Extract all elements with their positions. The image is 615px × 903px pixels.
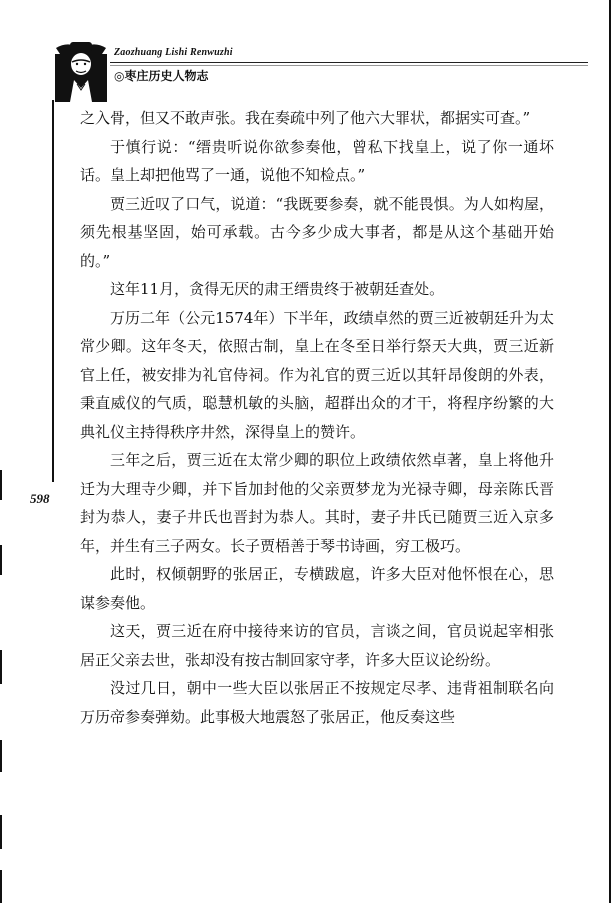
page-edge-border <box>609 0 611 903</box>
margin-mark <box>0 470 2 500</box>
paragraph: 这天，贾三近在府中接待来访的官员，言谈之间，官员说起宰相张居正父亲去世，张却没有按古制回家守孝，许多大臣议论纷纷。 <box>80 622 554 669</box>
margin-mark <box>0 650 2 684</box>
margin-mark <box>0 545 2 575</box>
official-portrait-logo <box>52 40 110 102</box>
paragraph: 万历二年（公元1574年）下半年，政绩卓然的贾三近被朝廷升为太常少卿。这年冬天，依照古制，皇上在冬至日举行祭天大典，贾三近新官上任，被安排为礼官侍祠。作为礼官的贾三近以其轩昂俊朗的外表，秉直威仪的气质，聪慧机敏的头脑，超群出众的才干，将程序纷繁的大典礼仪主持得秩序井然，深得皇上的赞许。 <box>80 308 554 441</box>
paragraph: 之入骨，但又不敢声张。我在奏疏中列了他六大罪状，都据实可查。” <box>80 109 531 127</box>
margin-mark <box>0 815 2 849</box>
header-rule-thin <box>110 65 588 66</box>
paragraph: 没过几日，朝中一些大臣以张居正不按规定尽孝、违背祖制联名向万历帝参奏弹劾。此事极大地震怒了张居正，他反奏这些 <box>80 679 554 726</box>
header-latin-title: Zaozhuang Lishi Renwuzhi <box>114 47 233 58</box>
header-chinese-title: ◎枣庄历史人物志 <box>114 69 209 83</box>
paragraph: 贾三近叹了口气，说道：“我既要参奏，就不能畏惧。为人如构屋，须先根基坚固，始可承载。古今多少成大事者，都是从这个基础开始的。” <box>80 194 554 270</box>
page-number: 598 <box>30 491 50 506</box>
paragraph: 三年之后，贾三近在太常少卿的职位上政绩依然卓著，皇上将他升迁为大理寺少卿，并下旨加封他的父亲贾梦龙为光禄寺卿，母亲陈氏晋封为恭人，妻子井氏也晋封为恭人。其时，妻子井氏已随贾三近入京多年，并生有三子两女。长子贾梧善于琴书诗画，穷工极巧。 <box>80 451 554 555</box>
margin-mark <box>0 740 2 772</box>
body-text <box>80 104 554 731</box>
margin-rule <box>52 100 54 482</box>
paragraph: 这年11月，贪得无厌的肃王缙贵终于被朝廷查处。 <box>110 280 445 298</box>
margin-mark <box>0 870 2 903</box>
paragraph: 此时，权倾朝野的张居正，专横跋扈，许多大臣对他怀恨在心，思谋参奏他。 <box>80 565 554 612</box>
paragraph: 于慎行说：“缙贵听说你欲参奏他，曾私下找皇上，说了你一通坏话。皇上却把他骂了一通，说他不知检点。” <box>80 137 554 184</box>
header-rule <box>110 62 588 63</box>
